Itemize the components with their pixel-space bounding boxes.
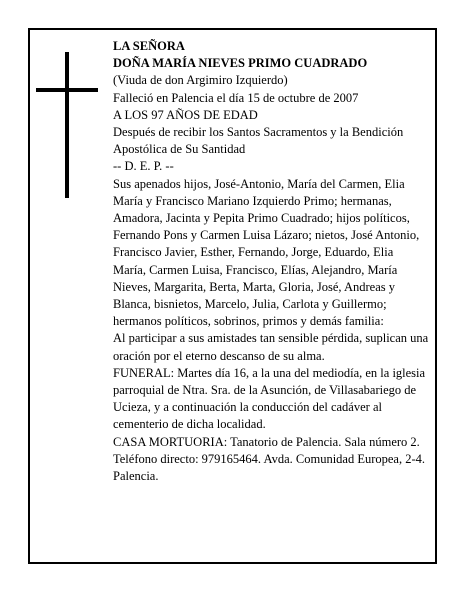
sacraments-paragraph: Después de recibir los Santos Sacramentos y la Bendición Apostólica de Su Santidad: [113, 125, 404, 157]
age-line: A LOS 97 AÑOS DE EDAD: [113, 107, 258, 122]
funeral-paragraph: FUNERAL: Martes día 16, a la una del mediodía, en la iglesia parroquial de Ntra. Sra. de la Asunción, de Villasabariego de Ucieza, y a continuación la conducción del cadáver al cementerio de dicha localidad.: [113, 365, 426, 432]
mortuary-paragraph: CASA MORTUORIA: Tanatorio de Palencia. Sala número 2. Teléfono directo: 979165464. Avda. Comunidad Europea, 2-4. Palencia.: [113, 434, 426, 484]
cross-horizontal-bar: [36, 88, 98, 92]
request-paragraph: Al participar a sus amistades tan sensible pérdida, suplican una oración por el eterno descanso de su alma.: [113, 331, 429, 363]
widow-line: (Viuda de don Argimiro Izquierdo): [113, 73, 288, 88]
deceased-name: DOÑA MARÍA NIEVES PRIMO CUADRADO: [113, 56, 368, 71]
cross-vertical-bar: [65, 52, 69, 198]
cross-icon: [36, 52, 98, 200]
rip-line: -- D. E. P. --: [113, 159, 174, 174]
notice-title: LA SEÑORA: [113, 39, 185, 53]
obituary-text: [113, 38, 429, 485]
family-paragraph: Sus apenados hijos, José-Antonio, María del Carmen, Elia María y Francisco Mariano Izquierdo Primo; hermanas, Amadora, Jacinta y Pepita Primo Cuadrado; hijos políticos, Fernando Pons y Carmen Luisa Lázaro; nietos, José Antonio, Francisco Javier, Esther, Fernando, Jorge, Eduardo, Elia María, Carmen Luisa, Francisco, Elías, Alejandro, María Nieves, Margarita, Berta, Marta, Gloria, José, Andreas y Blanca, bisnietos, Marcelo, Julia, Carlota y Guillermo; hermanos políticos, sobrinos, primos y demás familia:: [113, 176, 420, 329]
death-line: Falleció en Palencia el día 15 de octubre de 2007: [113, 90, 359, 105]
